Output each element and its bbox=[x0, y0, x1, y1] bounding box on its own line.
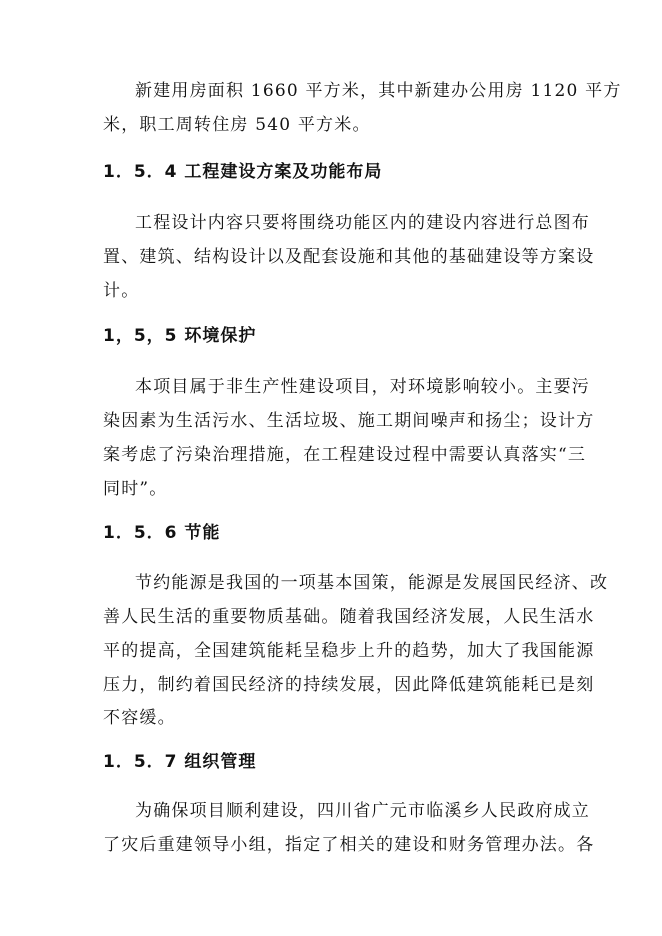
section-heading: 1．5．4 工程建设方案及功能布局 bbox=[103, 162, 383, 182]
section-heading: 1．5．6 节能 bbox=[103, 523, 221, 543]
paragraph-line: 本项目属于非生产性建设项目，对环境影响较小。主要污 bbox=[135, 377, 590, 397]
paragraph-line: 节约能源是我国的一项基本国策，能源是发展国民经济、改 bbox=[135, 573, 609, 593]
paragraph-line: 染因素为生活污水、生活垃圾、施工期间噪声和扬尘；设计方 bbox=[103, 411, 595, 431]
paragraph-line: 计。 bbox=[103, 281, 140, 301]
paragraph-line: 置、建筑、结构设计以及配套设施和其他的基础建设等方案设 bbox=[103, 247, 595, 267]
section-heading: 1，5，5 环境保护 bbox=[103, 326, 257, 346]
paragraph-line: 平的提高，全国建筑能耗呈稳步上升的趋势，加大了我国能源 bbox=[103, 641, 595, 661]
paragraph-line: 新建用房面积 1660 平方米，其中新建办公用房 1120 平方 bbox=[135, 81, 622, 101]
paragraph-line: 为确保项目顺利建设，四川省广元市临溪乡人民政府成立 bbox=[135, 801, 590, 821]
paragraph-line: 工程设计内容只要将围绕功能区内的建设内容进行总图布 bbox=[135, 213, 590, 233]
section-heading: 1．5．7 组织管理 bbox=[103, 752, 257, 772]
paragraph-line: 同时”。 bbox=[103, 479, 168, 499]
paragraph-line: 压力，制约着国民经济的持续发展，因此降低建筑能耗已是刻 bbox=[103, 675, 595, 695]
paragraph-line: 了灾后重建领导小组，指定了相关的建设和财务管理办法。各 bbox=[103, 835, 595, 855]
paragraph-line: 米，职工周转住房 540 平方米。 bbox=[103, 115, 371, 135]
paragraph-line: 善人民生活的重要物质基础。随着我国经济发展，人民生活水 bbox=[103, 607, 595, 627]
paragraph-line: 案考虑了污染治理措施，在工程建设过程中需要认真落实“三 bbox=[103, 445, 587, 465]
paragraph-line: 不容缓。 bbox=[103, 708, 176, 728]
